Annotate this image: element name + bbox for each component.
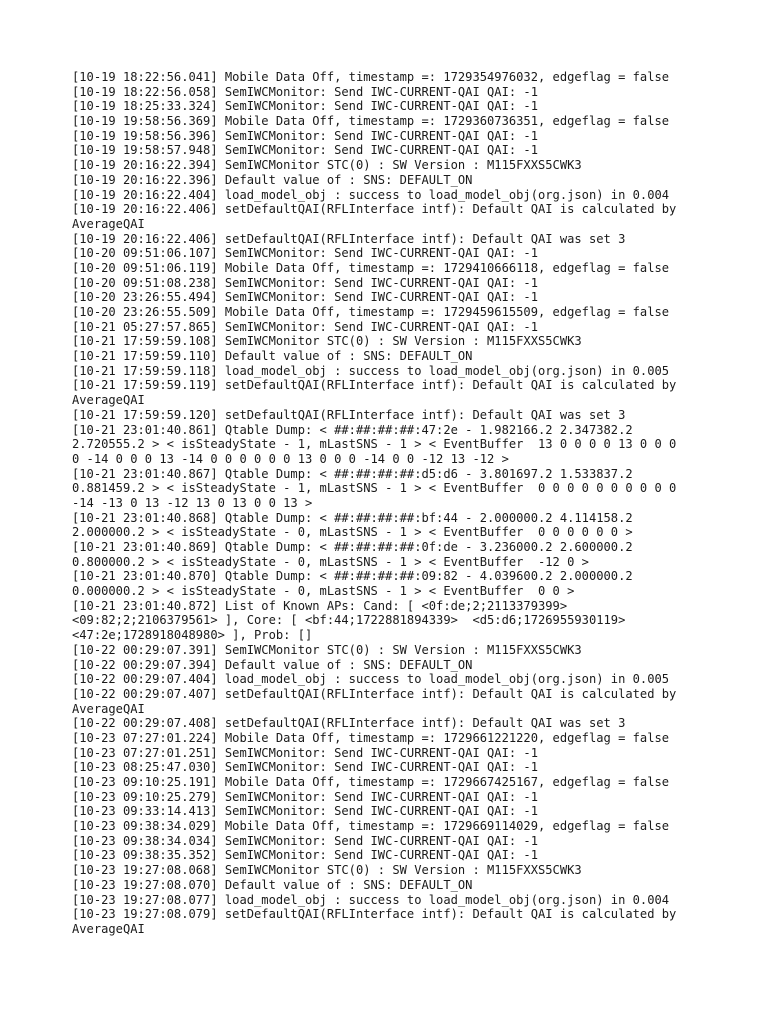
log-line: 0.881459.2 > < isSteadyState - 1, mLastSNS - 1 > < EventBuffer 0 0 0 0 0 0 0 0 0 0 xyxy=(72,481,677,496)
log-line: [10-21 23:01:40.869] Qtable Dump: < ##:##:##:##:0f:de - 3.236000.2 2.600000.2 xyxy=(72,540,633,554)
log-line: [10-21 05:27:57.865] SemIWCMonitor: Send IWC-CURRENT-QAI QAI: -1 xyxy=(72,319,538,334)
log-line: AverageQAI xyxy=(72,921,145,936)
log-line: [10-23 08:25:47.030] SemIWCMonitor: Send IWC-CURRENT-QAI QAI: -1 xyxy=(72,760,538,775)
log-line: 0 -14 0 0 0 13 -14 0 0 0 0 0 0 13 0 0 0 -14 0 0 -12 13 -12 > xyxy=(72,451,509,466)
log-line: [10-23 19:27:08.070] Default value of : SNS: DEFAULT_ON xyxy=(72,877,473,892)
log-line: [10-23 09:38:34.029] Mobile Data Off, timestamp =: 1729669114029, edgeflag = false xyxy=(72,819,670,834)
log-line: [10-21 23:01:40.867] Qtable Dump: < ##:##:##:##:d5:d6 - 3.801697.2 1.533837.2 xyxy=(72,466,633,481)
log-line: [10-23 19:27:08.068] SemIWCMonitor STC(0) : SW Version : M115FXXS5CWK3 xyxy=(72,863,582,878)
log-line: [10-19 19:58:57.948] SemIWCMonitor: Send IWC-CURRENT-QAI QAI: -1 xyxy=(72,143,538,158)
log-line: -14 -13 0 13 -12 13 0 13 0 0 13 > xyxy=(72,495,313,510)
log-line: [10-19 18:22:56.041] Mobile Data Off, timestamp =: 1729354976032, edgeflag = false xyxy=(72,70,670,84)
log-line: <09:82;2;2106379561> ], Core: [ <bf:44;1722881894339> <d5:d6;1726955930119> xyxy=(72,613,626,628)
log-line: [10-23 09:10:25.279] SemIWCMonitor: Send IWC-CURRENT-QAI QAI: -1 xyxy=(72,789,538,804)
log-line: [10-22 00:29:07.391] SemIWCMonitor STC(0) : SW Version : M115FXXS5CWK3 xyxy=(72,642,582,657)
log-line: [10-21 23:01:40.870] Qtable Dump: < ##:##:##:##:09:82 - 4.039600.2 2.000000.2 xyxy=(72,569,633,584)
log-line: [10-20 23:26:55.509] Mobile Data Off, timestamp =: 1729459615509, edgeflag = false xyxy=(72,305,670,319)
log-line: [10-21 17:59:59.120] setDefaultQAI(RFLInterface intf): Default QAI was set 3 xyxy=(72,407,626,422)
log-line: <47:2e;1728918048980> ], Prob: [] xyxy=(72,628,313,643)
log-line: [10-21 17:59:59.108] SemIWCMonitor STC(0) : SW Version : M115FXXS5CWK3 xyxy=(72,334,582,349)
log-line: [10-20 09:51:06.119] Mobile Data Off, timestamp =: 1729410666118, edgeflag = false xyxy=(72,260,670,275)
log-line: AverageQAI xyxy=(72,216,145,231)
log-line: [10-23 09:33:14.413] SemIWCMonitor: Send IWC-CURRENT-QAI QAI: -1 xyxy=(72,804,538,819)
log-line: [10-21 17:59:59.118] load_model_obj : success to load_model_obj(org.json) in 0.005 xyxy=(72,363,670,378)
log-line: [10-23 07:27:01.224] Mobile Data Off, timestamp =: 1729661221220, edgeflag = false xyxy=(72,730,670,745)
log-line: [10-21 23:01:40.861] Qtable Dump: < ##:##:##:##:47:2e - 1.982166.2 2.347382.2 xyxy=(72,422,633,437)
log-line: AverageQAI xyxy=(72,393,145,408)
log-line: [10-19 20:16:22.406] setDefaultQAI(RFLInterface intf): Default QAI was set 3 xyxy=(72,231,626,246)
log-line: [10-22 00:29:07.408] setDefaultQAI(RFLInterface intf): Default QAI was set 3 xyxy=(72,716,626,731)
log-line: [10-23 19:27:08.077] load_model_obj : success to load_model_obj(org.json) in 0.004 xyxy=(72,892,670,907)
log-line: 0.800000.2 > < isSteadyState - 0, mLastSNS - 1 > < EventBuffer -12 0 > xyxy=(72,554,589,569)
log-line: [10-19 20:16:22.406] setDefaultQAI(RFLInterface intf): Default QAI is calculated by xyxy=(72,202,677,217)
log-line: [10-20 09:51:08.238] SemIWCMonitor: Send IWC-CURRENT-QAI QAI: -1 xyxy=(72,275,538,290)
log-line: [10-19 18:25:33.324] SemIWCMonitor: Send IWC-CURRENT-QAI QAI: -1 xyxy=(72,99,538,114)
log-document xyxy=(72,70,712,937)
log-line: [10-22 00:29:07.394] Default value of : SNS: DEFAULT_ON xyxy=(72,657,473,672)
log-line: [10-19 20:16:22.396] Default value of : SNS: DEFAULT_ON xyxy=(72,172,473,187)
log-line: [10-19 20:16:22.394] SemIWCMonitor STC(0) : SW Version : M115FXXS5CWK3 xyxy=(72,158,582,173)
log-line: [10-21 17:59:59.119] setDefaultQAI(RFLInterface intf): Default QAI is calculated by xyxy=(72,378,677,393)
log-line: [10-19 19:58:56.396] SemIWCMonitor: Send IWC-CURRENT-QAI QAI: -1 xyxy=(72,128,538,143)
log-line: [10-23 09:38:34.034] SemIWCMonitor: Send IWC-CURRENT-QAI QAI: -1 xyxy=(72,833,538,848)
log-line: 0.000000.2 > < isSteadyState - 0, mLastSNS - 1 > < EventBuffer 0 0 > xyxy=(72,584,575,599)
log-line: [10-20 23:26:55.494] SemIWCMonitor: Send IWC-CURRENT-QAI QAI: -1 xyxy=(72,290,538,305)
log-line: [10-19 18:22:56.058] SemIWCMonitor: Send IWC-CURRENT-QAI QAI: -1 xyxy=(72,84,538,99)
log-line: AverageQAI xyxy=(72,701,145,716)
log-line: [10-23 09:38:35.352] SemIWCMonitor: Send IWC-CURRENT-QAI QAI: -1 xyxy=(72,848,538,863)
log-line: [10-21 17:59:59.110] Default value of : SNS: DEFAULT_ON xyxy=(72,349,473,364)
log-line: [10-23 09:10:25.191] Mobile Data Off, timestamp =: 1729667425167, edgeflag = false xyxy=(72,775,670,789)
log-line: [10-19 20:16:22.404] load_model_obj : success to load_model_obj(org.json) in 0.004 xyxy=(72,187,670,202)
log-line: [10-23 07:27:01.251] SemIWCMonitor: Send IWC-CURRENT-QAI QAI: -1 xyxy=(72,745,538,760)
log-line: [10-21 23:01:40.868] Qtable Dump: < ##:##:##:##:bf:44 - 2.000000.2 4.114158.2 xyxy=(72,510,633,525)
log-line: 2.000000.2 > < isSteadyState - 0, mLastSNS - 1 > < EventBuffer 0 0 0 0 0 0 > xyxy=(72,525,633,540)
log-line: [10-22 00:29:07.407] setDefaultQAI(RFLInterface intf): Default QAI is calculated by xyxy=(72,686,677,701)
log-line: [10-21 23:01:40.872] List of Known APs: Cand: [ <0f:de;2;2113379399> xyxy=(72,598,568,613)
log-line: [10-23 19:27:08.079] setDefaultQAI(RFLInterface intf): Default QAI is calculated by xyxy=(72,907,677,922)
log-line: [10-19 19:58:56.369] Mobile Data Off, timestamp =: 1729360736351, edgeflag = false xyxy=(72,114,670,129)
log-line: [10-22 00:29:07.404] load_model_obj : success to load_model_obj(org.json) in 0.005 xyxy=(72,672,670,687)
log-line: [10-20 09:51:06.107] SemIWCMonitor: Send IWC-CURRENT-QAI QAI: -1 xyxy=(72,246,538,261)
log-line: 2.720555.2 > < isSteadyState - 1, mLastSNS - 1 > < EventBuffer 13 0 0 0 0 13 0 0 0 xyxy=(72,437,677,452)
